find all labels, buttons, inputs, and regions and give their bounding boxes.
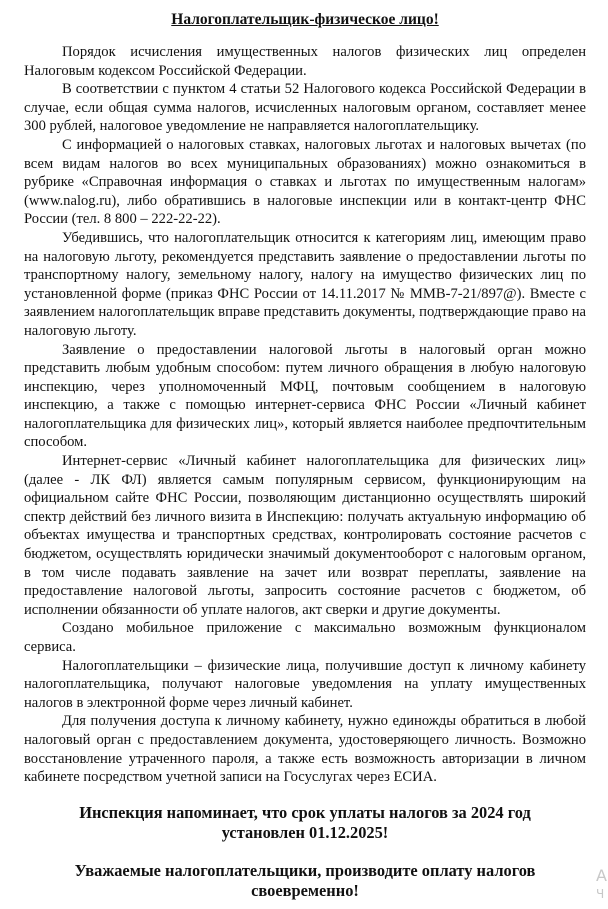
deadline-notice xyxy=(55,803,555,843)
watermark-line-1: А xyxy=(596,865,607,885)
payment-reminder-text: Уважаемые налогоплательщики, производите оплату налогов своевременно! xyxy=(74,860,536,900)
document-body xyxy=(24,43,586,787)
paragraph-tax-calculation: Порядок исчисления имущественных налогов физических лиц определен Налоговым кодексом Российской Федерации. xyxy=(24,44,586,79)
paragraph-mobile-app: Создано мобильное приложение с максимально возможным функционалом сервиса. xyxy=(24,620,586,655)
paragraph-notice-threshold: В соответствии с пунктом 4 статьи 52 Налогового кодекса Российской Федерации в случае, если общая сумма налогов, исчисленных налоговым органом, составляет менее 300 рублей, налоговое уведомление не направляется налогоплательщику. xyxy=(24,81,586,135)
paragraph-personal-account: Интернет-сервис «Личный кабинет налогоплательщика для физических лиц» (далее - ЛК ФЛ) является самым популярным сервисом, функционирующим на официальном сайте ФНС России, позволяющим дистанционно осуществлять широкий спектр действий без личного визита в Инспекцию: получать актуальную информацию об объектах имущества и транспортных средствах, контролировать состояние расчетов с бюджетом, осуществлять юридически значимый документооборот с налоговым органом, в том числе подавать заявление на зачет или возврат переплаты, заявление на предоставление налоговой льготы, запросить состояние расчетов с бюджетом, об исполнении обязанности об уплате налогов, акт сверки и другие документы. xyxy=(24,453,586,618)
payment-reminder xyxy=(55,861,555,901)
paragraph-electronic-notices: Налогоплательщики – физические лица, получившие доступ к личному кабинету налогоплательщика, получают налоговые уведомления на уплату имущественных налогов в электронной форме через личный кабинет. xyxy=(24,657,586,711)
document-title: Налогоплательщик-физическое лицо! xyxy=(171,11,439,28)
paragraph-rates-info: С информацией о налоговых ставках, налоговых льготах и налоговых вычетах (по всем видам налогов во всех муниципальных образованиях) можно ознакомиться в рубрике «Справочная информация о ставках и льготах по имущественным налогам» (www.nalog.ru), либо обратившись в налоговые инспекции или в контакт-центр ФНС России (тел. 8 800 – 222-22-22). xyxy=(24,136,586,228)
watermark-line-2: Ч xyxy=(596,886,605,901)
paragraph-access-instructions: Для получения доступа к личному кабинету, нужно единожды обратиться в любой налоговый орган с предоставлением документа, удостоверяющего личность. Возможно восстановление утраченного пароля, а также есть возможность авторизации в личном кабинете посредством учетной записи на Госуслугах через ЕСИА. xyxy=(24,713,586,786)
paragraph-benefit-application: Убедившись, что налогоплательщик относится к категориям лиц, имеющим право на налоговую льготу, рекомендуется представить заявление о предоставлении льготы по транспортному налогу, земельному налогу, налогу на имущество физических лиц по установленной форме (приказ ФНС России от 14.11.2017 № ММВ-7-21/897@). Вместе с заявлением налогоплательщик вправе представить документы, подтверждающие право на налоговую льготу. xyxy=(24,229,586,339)
paragraph-submission-methods: Заявление о предоставлении налоговой льготы в налоговый орган можно представить любым удобным способом: путем личного обращения в любую налоговую инспекцию, через уполномоченный МФЦ, почтовым сообщением в налоговую инспекцию, а также с помощью интернет-сервиса ФНС России «Личный кабинет налогоплательщика для физических лиц», который является наиболее предпочтительным способом. xyxy=(24,341,586,451)
activation-watermark xyxy=(596,865,608,901)
deadline-notice-text: Инспекция напоминает, что срок уплаты налогов за 2024 год установлен 01.12.2025! xyxy=(79,802,531,842)
